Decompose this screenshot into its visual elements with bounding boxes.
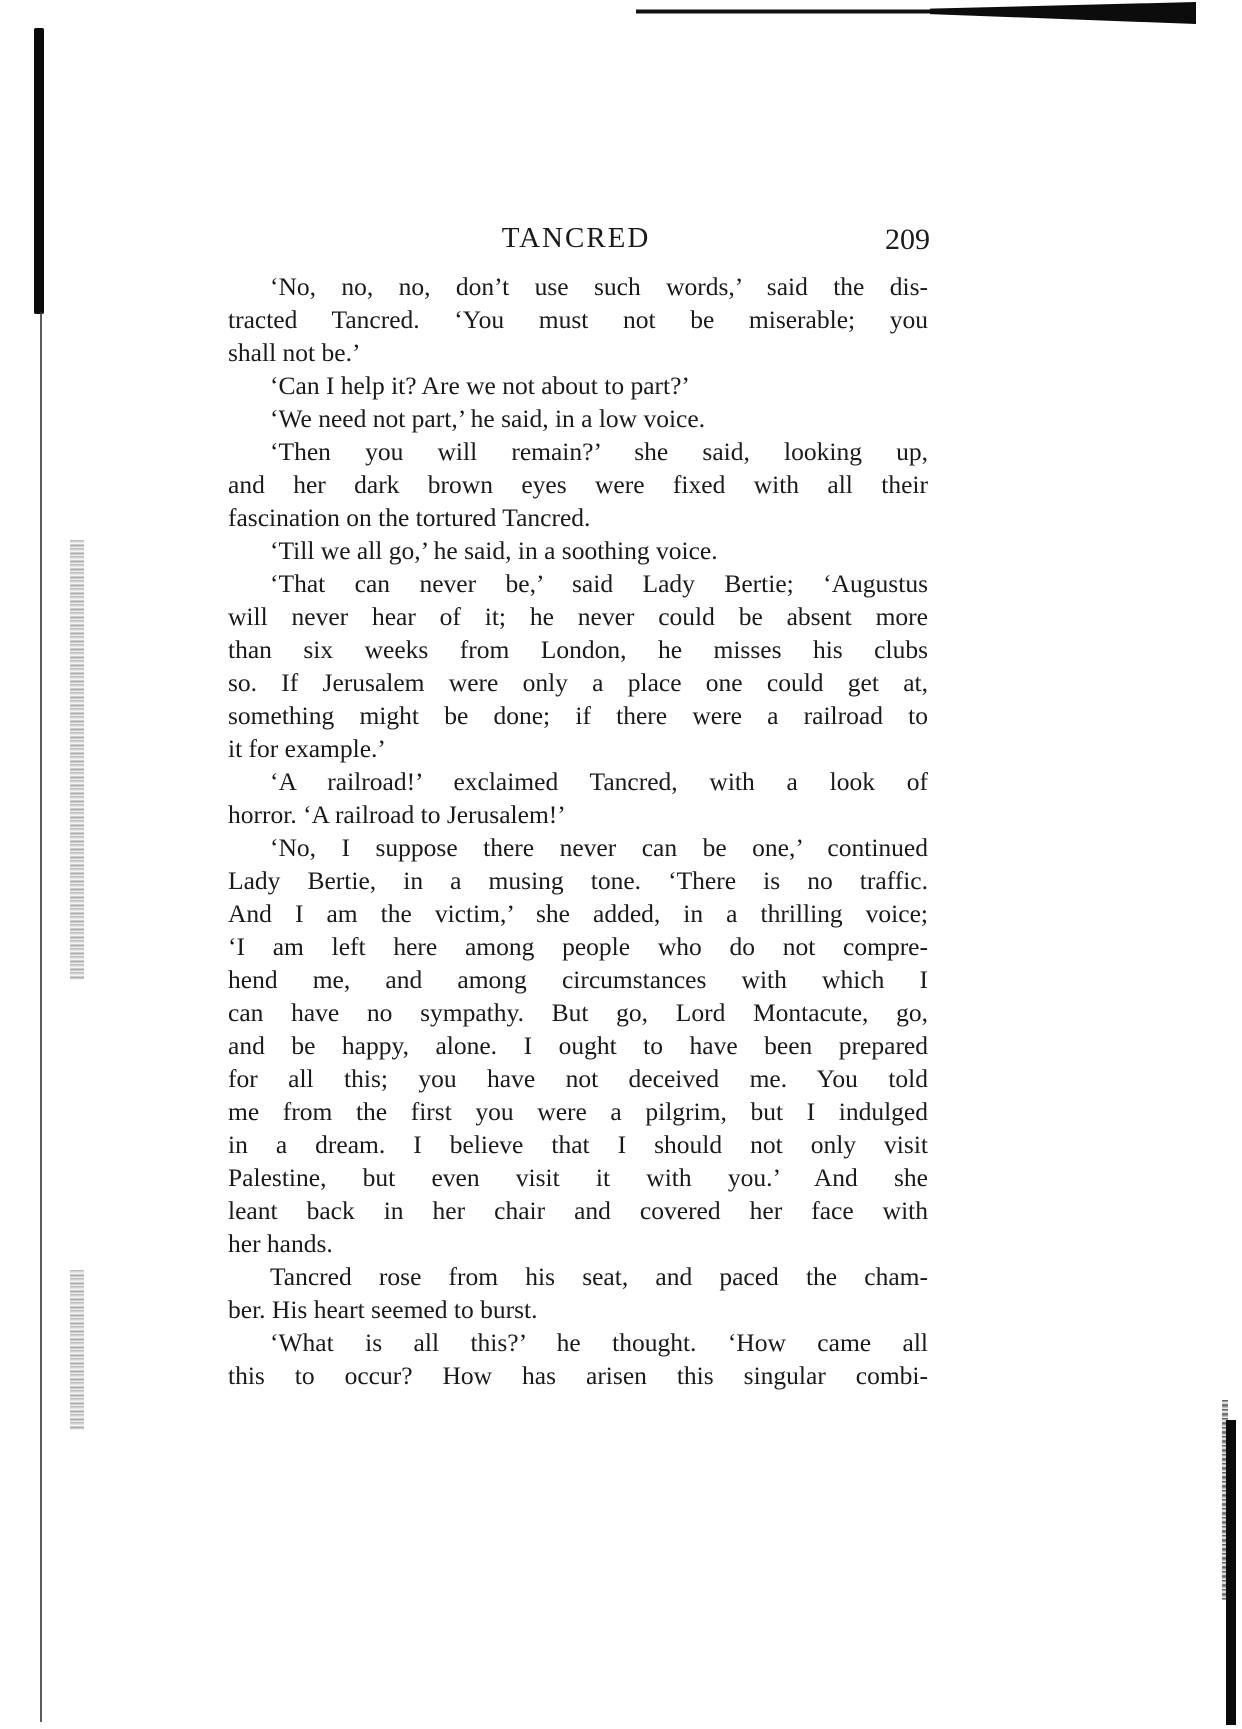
text-line: Tancred rose from his seat, and paced the cham-: [270, 1262, 928, 1291]
text-line: tracted Tancred. ‘You must not be miserable; you: [228, 305, 928, 334]
text-line: ‘No, I suppose there never can be one,’ continued: [270, 833, 928, 862]
text-line: and be happy, alone. I ought to have been prepared: [228, 1031, 928, 1060]
text-line: ‘A railroad!’ exclaimed Tancred, with a look of: [270, 767, 928, 796]
text-line: her hands.: [228, 1229, 333, 1258]
text-line: ber. His heart seemed to burst.: [228, 1295, 538, 1324]
text-line: ‘I am left here among people who do not compre-: [228, 932, 928, 961]
text-line: shall not be.’: [228, 338, 361, 367]
scan-gutter-noise: [70, 540, 84, 980]
text-line: ‘Can I help it? Are we not about to part?’: [270, 371, 690, 400]
text-line: it for example.’: [228, 734, 386, 763]
text-line: ‘We need not part,’ he said, in a low voice.: [270, 404, 706, 433]
text-line: for all this; you have not deceived me. You told: [228, 1064, 928, 1093]
text-line: And I am the victim,’ she added, in a thrilling voice;: [228, 899, 928, 928]
text-line: will never hear of it; he never could be absent more: [228, 602, 928, 631]
scan-edge-right: [1226, 1420, 1236, 1725]
page-body: [228, 270, 928, 1392]
text-line: so. If Jerusalem were only a place one could get at,: [228, 668, 928, 697]
text-line: ‘Till we all go,’ he said, in a soothing voice.: [270, 536, 718, 565]
scan-edge-left-line: [40, 312, 42, 1722]
text-line: and her dark brown eyes were fixed with all their: [228, 470, 928, 499]
text-line: me from the first you were a pilgrim, but I indulged: [228, 1097, 928, 1126]
text-line: ‘Then you will remain?’ she said, looking up,: [270, 437, 928, 466]
text-line: ‘No, no, no, don’t use such words,’ said the dis-: [270, 272, 928, 301]
text-line: hend me, and among circumstances with which I: [228, 965, 928, 994]
scan-edge-left: [34, 28, 44, 314]
text-line: this to occur? How has arisen this singular combi-: [228, 1361, 928, 1390]
text-line: can have no sympathy. But go, Lord Montacute, go,: [228, 998, 928, 1027]
text-line: something might be done; if there were a railroad to: [228, 701, 928, 730]
scan-gutter-noise: [70, 1270, 84, 1430]
text-line: ‘What is all this?’ he thought. ‘How came all: [270, 1328, 928, 1357]
text-line: Palestine, but even visit it with you.’ And she: [228, 1163, 928, 1192]
text-line: than six weeks from London, he misses his clubs: [228, 635, 928, 664]
text-line: fascination on the tortured Tancred.: [228, 503, 591, 532]
text-line: ‘That can never be,’ said Lady Bertie; ‘Augustus: [270, 569, 928, 598]
text-line: Lady Bertie, in a musing tone. ‘There is no traffic.: [228, 866, 928, 895]
text-line: in a dream. I believe that I should not only visit: [228, 1130, 928, 1159]
page-number: 209: [885, 223, 930, 256]
text-line: leant back in her chair and covered her face with: [228, 1196, 928, 1225]
text-line: horror. ‘A railroad to Jerusalem!’: [228, 800, 566, 829]
book-title: TANCRED: [501, 222, 651, 254]
running-head: [222, 218, 930, 262]
